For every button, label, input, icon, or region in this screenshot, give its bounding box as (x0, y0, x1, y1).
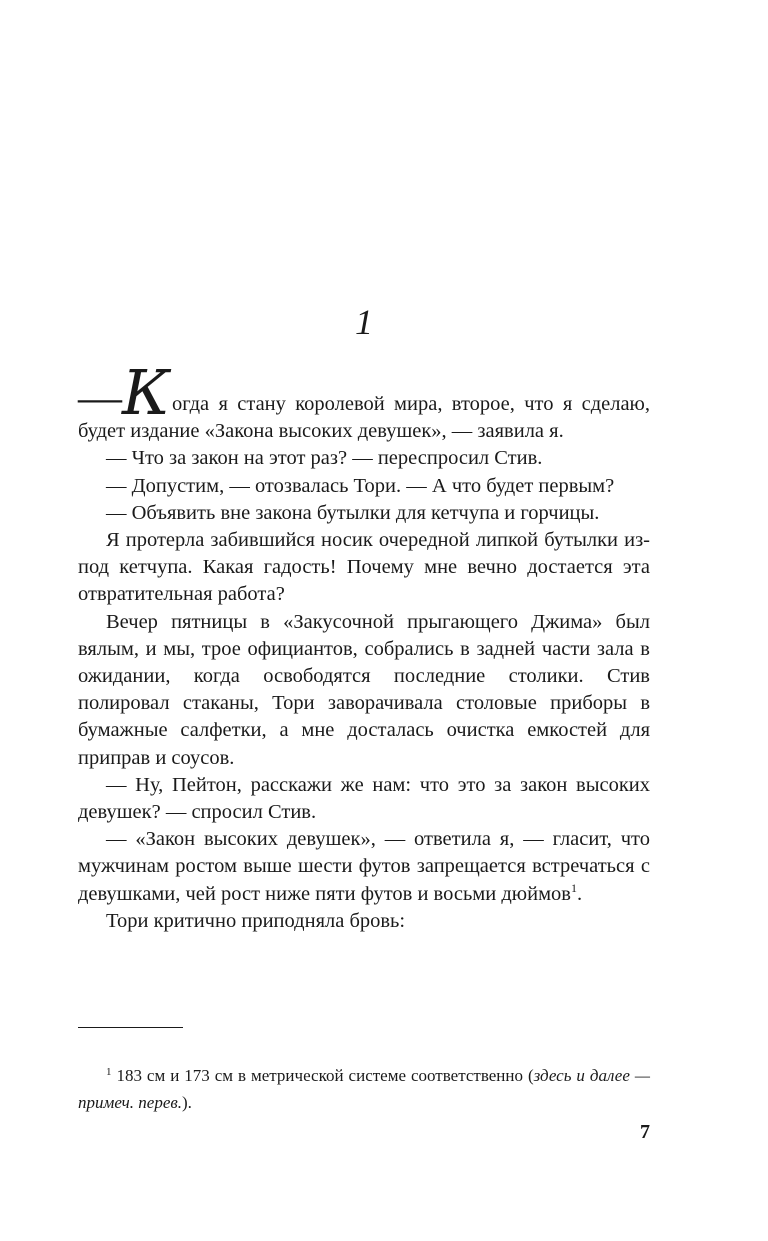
paragraph: — Допустим, — отозвалась Тори. — А что будет первым? (106, 474, 615, 497)
paragraph-text: — «Закон высоких девушек», — ответила я, — гласит, что мужчинам ростом выше шести футов запрещается встречаться с девушками, чей рост ниже пяти футов и восьми дюймов (78, 828, 650, 905)
page-number: 7 (640, 1121, 650, 1143)
paragraph (78, 356, 650, 445)
footnote-divider (78, 1027, 183, 1028)
footnote-marker: 1 (106, 1066, 112, 1078)
footnote (78, 1062, 650, 1116)
paragraph-text: огда я стану королевой мира, второе, что я сделаю, будет издание «Закона высоких девушек», — заявила я. (78, 393, 650, 443)
footnote-italic: здесь и далее — примеч. перев. (78, 1066, 650, 1112)
paragraph: — Объявить вне закона бутылки для кетчупа и горчицы. (106, 501, 600, 524)
paragraph: — Что за закон на этот раз? — переспросил Стив. (106, 447, 543, 470)
paragraph: Тори критично приподняла бровь: (106, 909, 406, 932)
paragraph (78, 826, 650, 908)
paragraph: Я протерла забившийся носик очередной липкой бутылки из-под кетчупа. Какая гадость! Почему мне вечно достается эта отвратительная работа? (78, 529, 650, 606)
footnote-reference: 1 (571, 880, 577, 895)
paragraph-end: . (577, 882, 583, 905)
dropcap-dash: — (78, 373, 122, 422)
paragraph: — Ну, Пейтон, расскажи же нам: что это за закон высоких девушек? — спросил Стив. (78, 773, 650, 824)
paragraph: Вечер пятницы в «Закусочной прыгающего Джима» был вялым, и мы, трое официантов, собрались в задней части зала в ожидании, когда освободятся последние столики. Стив полировал стаканы, Тори заворачивала столовые приборы в бумажные салфетки, а мне досталась очистка емкостей для приправ и соусов. (78, 610, 650, 769)
chapter-number: 1 (355, 302, 373, 342)
main-text (78, 356, 650, 935)
footnote-end: ). (182, 1093, 192, 1112)
footnote-text: 183 см и 173 см в метрической системе соответственно ( (111, 1066, 534, 1085)
dropcap-letter: К (122, 356, 170, 429)
